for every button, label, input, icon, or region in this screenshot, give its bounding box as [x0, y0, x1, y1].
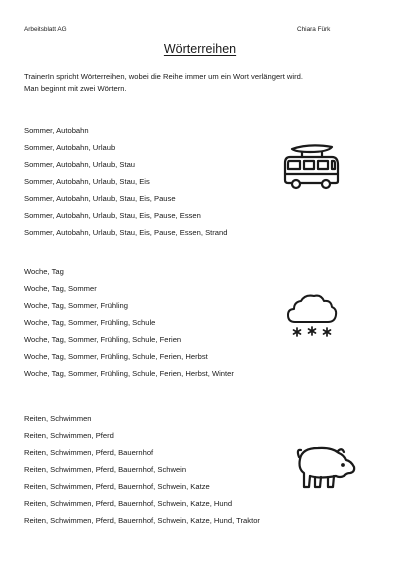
series-line: Reiten, Schwimmen, Pferd, Bauernhof, Schwein, Katze [24, 482, 210, 491]
intro-line: TrainerIn spricht Wörterreihen, wobei die Reihe immer um ein Wort verlängert wird. [24, 72, 303, 81]
intro-line: Man beginnt mit zwei Wörtern. [24, 84, 127, 93]
word-series-week [24, 266, 234, 385]
series-line: Woche, Tag, Sommer, Frühling, Schule, Ferien, Herbst [24, 352, 208, 361]
series-line: Woche, Tag [24, 267, 64, 276]
word-series-summer [24, 125, 227, 244]
snow-cloud-icon [285, 292, 339, 340]
series-line: Sommer, Autobahn, Urlaub, Stau [24, 160, 136, 169]
series-line: Reiten, Schwimmen [24, 414, 92, 423]
series-line: Woche, Tag, Sommer, Frühling [24, 301, 128, 310]
series-line: Woche, Tag, Sommer, Frühling, Schule [24, 318, 156, 327]
series-line: Woche, Tag, Sommer, Frühling, Schule, Ferien, Herbst, Winter [24, 369, 234, 378]
series-line: Reiten, Schwimmen, Pferd, Bauernhof, Schwein, Katze, Hund [24, 499, 233, 508]
series-line: Woche, Tag, Sommer [24, 284, 97, 293]
pig-icon [294, 443, 356, 491]
series-line: Woche, Tag, Sommer, Frühling, Schule, Ferien [24, 335, 182, 344]
series-line: Reiten, Schwimmen, Pferd [24, 431, 114, 440]
van-with-surfboard-icon [280, 143, 344, 193]
header-left: Arbeitsblatt AG [24, 26, 67, 33]
series-line: Reiten, Schwimmen, Pferd, Bauernhof [24, 448, 154, 457]
series-line: Sommer, Autobahn, Urlaub, Stau, Eis, Pause [24, 194, 176, 203]
series-line: Reiten, Schwimmen, Pferd, Bauernhof, Schwein, Katze, Hund, Traktor [24, 516, 260, 525]
intro-text [24, 71, 374, 95]
page-title: Wörterreihen [163, 42, 237, 56]
series-line: Reiten, Schwimmen, Pferd, Bauernhof, Schwein [24, 465, 187, 474]
series-line: Sommer, Autobahn, Urlaub, Stau, Eis [24, 177, 150, 186]
series-line: Sommer, Autobahn [24, 126, 89, 135]
header-right: Chiara Fürk [297, 26, 331, 33]
word-series-riding [24, 413, 260, 532]
series-line: Sommer, Autobahn, Urlaub [24, 143, 116, 152]
series-line: Sommer, Autobahn, Urlaub, Stau, Eis, Pause, Essen [24, 211, 201, 220]
series-line: Sommer, Autobahn, Urlaub, Stau, Eis, Pause, Essen, Strand [24, 228, 228, 237]
